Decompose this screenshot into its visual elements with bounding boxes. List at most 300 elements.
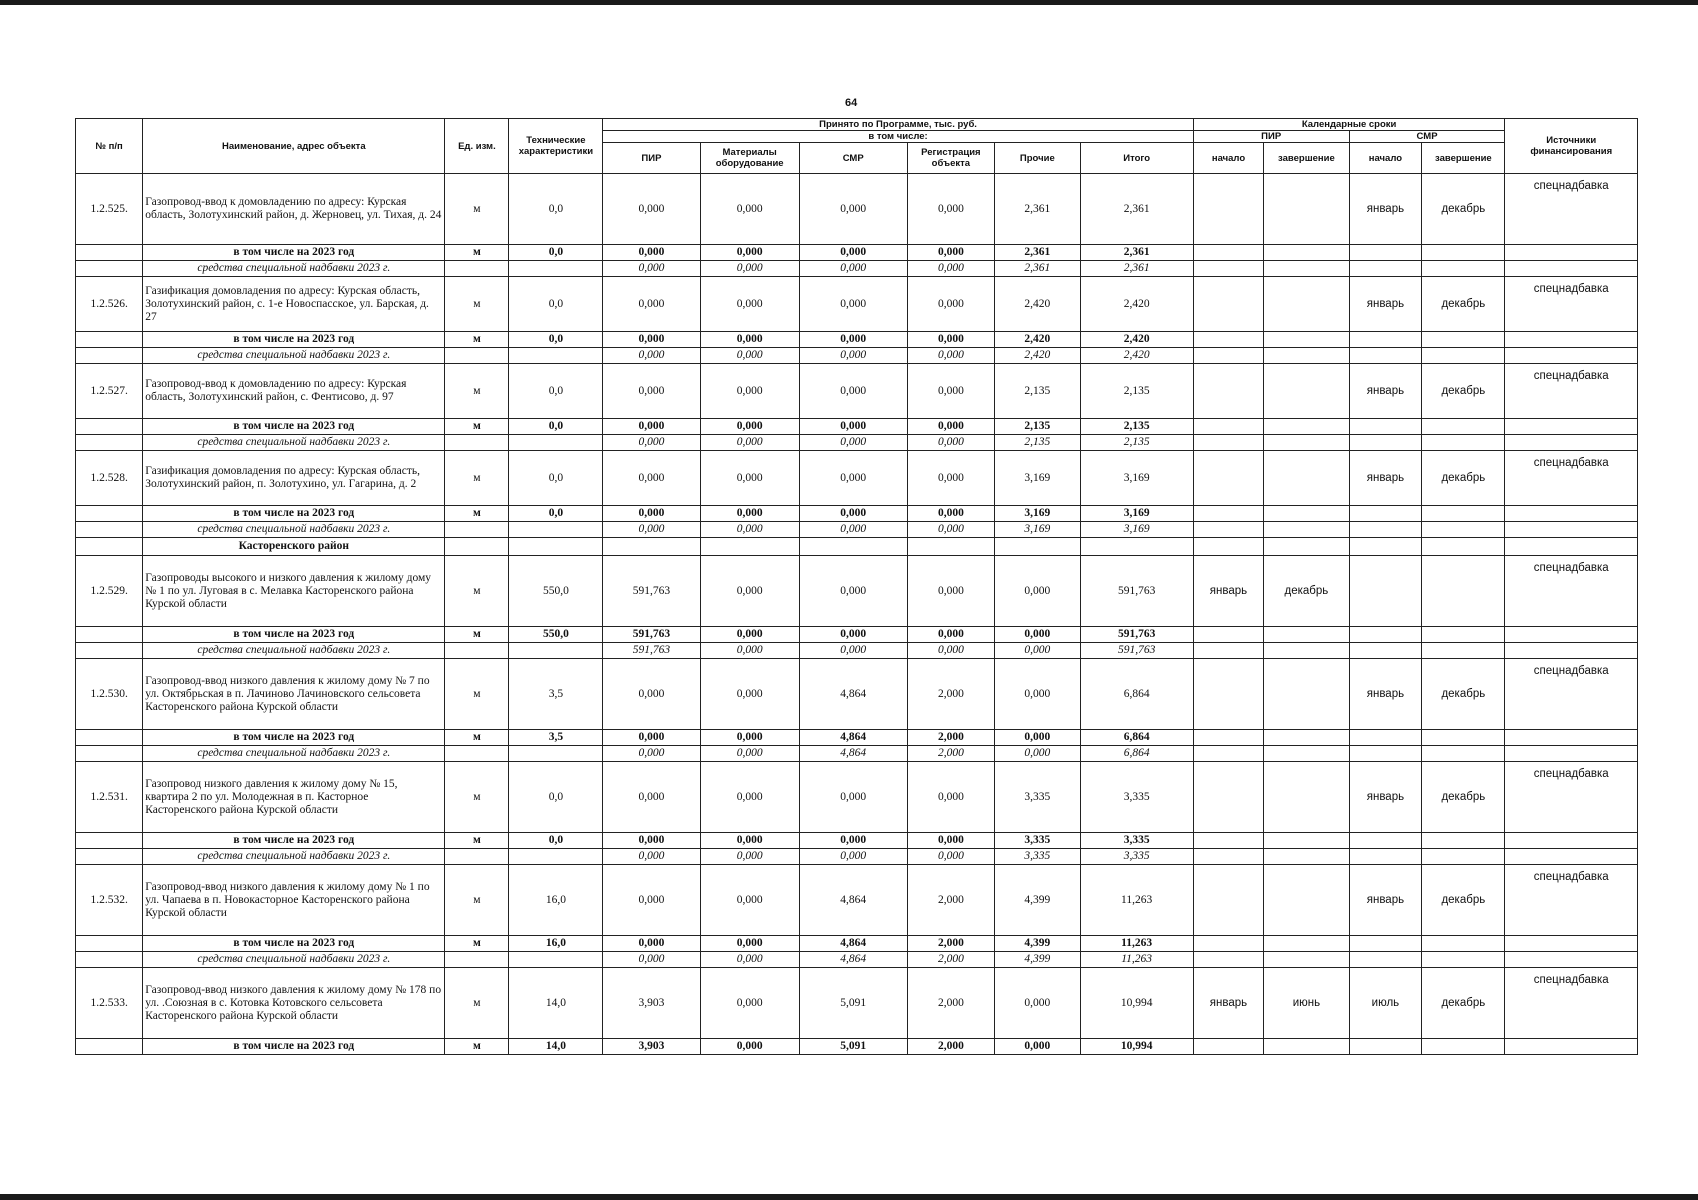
unit-cell (445, 746, 509, 762)
fund-row (76, 746, 1638, 762)
tech-cell (509, 746, 603, 762)
empty-cell (1264, 506, 1349, 522)
fund-label: средства специальной надбавки 2023 г. (143, 746, 445, 762)
pir-cell: 0,000 (603, 364, 700, 419)
pir-cell: 0,000 (603, 348, 700, 364)
tech-cell: 14,0 (509, 1039, 603, 1055)
registration-cell: 2,000 (907, 746, 995, 762)
empty-cell (76, 833, 143, 849)
registration-cell: 0,000 (907, 364, 995, 419)
smr-cell: 4,864 (799, 865, 907, 936)
funding-source-cell: спецнадбавка (1505, 659, 1638, 730)
unit-cell: м (445, 968, 509, 1039)
pir-cell: 0,000 (603, 245, 700, 261)
smr-cell: 0,000 (799, 332, 907, 348)
smr-cell: 0,000 (799, 419, 907, 435)
empty-cell (1349, 936, 1422, 952)
row-number: 1.2.530. (76, 659, 143, 730)
materials-cell: 0,000 (700, 952, 799, 968)
year-total-label: в том числе на 2023 год (143, 833, 445, 849)
empty-cell (1422, 627, 1505, 643)
smr-cell: 0,000 (799, 762, 907, 833)
smr-cell: 0,000 (799, 643, 907, 659)
tech-cell (509, 952, 603, 968)
total-cell: 2,420 (1080, 332, 1193, 348)
unit-cell: м (445, 245, 509, 261)
materials-cell: 0,000 (700, 435, 799, 451)
header-pir-end: завершение (1264, 143, 1349, 174)
empty-cell (1422, 1039, 1505, 1055)
smr-cell: 0,000 (799, 451, 907, 506)
empty-cell (1505, 245, 1638, 261)
smr-end-cell: декабрь (1422, 277, 1505, 332)
pir-cell: 0,000 (603, 849, 700, 865)
empty-cell (1422, 746, 1505, 762)
unit-cell: м (445, 451, 509, 506)
empty-cell (1422, 506, 1505, 522)
empty-cell (76, 348, 143, 364)
empty-cell (1264, 522, 1349, 538)
empty-cell (1193, 522, 1263, 538)
empty-cell (1505, 936, 1638, 952)
year-total-row (76, 332, 1638, 348)
empty-cell (1505, 952, 1638, 968)
row-number: 1.2.525. (76, 174, 143, 245)
page-number: 64 (845, 97, 858, 109)
empty-cell (1349, 245, 1422, 261)
registration-cell: 0,000 (907, 348, 995, 364)
smr-start-cell: январь (1349, 364, 1422, 419)
year-total-label: в том числе на 2023 год (143, 506, 445, 522)
total-cell: 10,994 (1080, 968, 1193, 1039)
smr-start-cell: январь (1349, 277, 1422, 332)
materials-cell: 0,000 (700, 522, 799, 538)
tech-cell (509, 435, 603, 451)
tech-cell: 0,0 (509, 833, 603, 849)
empty-cell (1349, 627, 1422, 643)
header-materials: Материалы оборудование (700, 143, 799, 174)
year-total-row (76, 1039, 1638, 1055)
materials-cell: 0,000 (700, 936, 799, 952)
year-total-row (76, 506, 1638, 522)
row-number: 1.2.531. (76, 762, 143, 833)
other-cell: 3,335 (995, 833, 1080, 849)
empty-cell (1422, 261, 1505, 277)
object-row (76, 277, 1638, 332)
pir-cell: 0,000 (603, 419, 700, 435)
smr-cell: 0,000 (799, 522, 907, 538)
row-number: 1.2.533. (76, 968, 143, 1039)
empty-cell (76, 332, 143, 348)
empty-cell (1349, 522, 1422, 538)
total-cell: 2,361 (1080, 261, 1193, 277)
registration-cell: 0,000 (907, 762, 995, 833)
total-cell: 3,169 (1080, 522, 1193, 538)
table-body (76, 174, 1638, 1055)
empty-cell (1349, 419, 1422, 435)
pir-cell: 0,000 (603, 952, 700, 968)
other-cell: 2,135 (995, 419, 1080, 435)
smr-start-cell: январь (1349, 174, 1422, 245)
header-accepted: Принято по Программе, тыс. руб. (603, 119, 1193, 131)
empty-cell (76, 1039, 143, 1055)
other-cell: 2,135 (995, 364, 1080, 419)
empty-cell (1422, 332, 1505, 348)
smr-end-cell: декабрь (1422, 451, 1505, 506)
tech-cell: 0,0 (509, 419, 603, 435)
registration-cell: 0,000 (907, 643, 995, 659)
other-cell: 2,361 (995, 261, 1080, 277)
other-cell: 2,420 (995, 277, 1080, 332)
other-cell: 2,361 (995, 245, 1080, 261)
empty-cell (1264, 833, 1349, 849)
funding-source-cell: спецнадбавка (1505, 277, 1638, 332)
smr-end-cell: декабрь (1422, 174, 1505, 245)
smr-cell: 0,000 (799, 348, 907, 364)
header-smr: СМР (799, 143, 907, 174)
header-total: Итого (1080, 143, 1193, 174)
smr-end-cell: декабрь (1422, 968, 1505, 1039)
object-row (76, 451, 1638, 506)
empty-cell (76, 419, 143, 435)
fund-row (76, 952, 1638, 968)
empty-cell (1505, 348, 1638, 364)
funding-source-cell: спецнадбавка (1505, 174, 1638, 245)
empty-cell (76, 522, 143, 538)
other-cell: 0,000 (995, 643, 1080, 659)
header-cal-pir: ПИР (1193, 131, 1349, 143)
empty-cell (1349, 506, 1422, 522)
year-total-label: в том числе на 2023 год (143, 1039, 445, 1055)
materials-cell: 0,000 (700, 332, 799, 348)
registration-cell: 2,000 (907, 659, 995, 730)
empty-cell (1193, 419, 1263, 435)
empty-cell (700, 538, 799, 556)
smr-start-cell (1349, 556, 1422, 627)
unit-cell: м (445, 762, 509, 833)
empty-cell (1505, 522, 1638, 538)
pir-cell: 0,000 (603, 435, 700, 451)
materials-cell: 0,000 (700, 833, 799, 849)
tech-cell (509, 643, 603, 659)
materials-cell: 0,000 (700, 730, 799, 746)
materials-cell: 0,000 (700, 643, 799, 659)
empty-cell (1349, 643, 1422, 659)
total-cell: 11,263 (1080, 936, 1193, 952)
pir-cell: 0,000 (603, 746, 700, 762)
pir-cell: 0,000 (603, 659, 700, 730)
object-row (76, 556, 1638, 627)
pir-cell: 0,000 (603, 174, 700, 245)
empty-cell (1422, 419, 1505, 435)
total-cell: 11,263 (1080, 952, 1193, 968)
empty-cell (1264, 1039, 1349, 1055)
object-name: Газификация домовладения по адресу: Курская область, Золотухинский район, п. Золотухино, ул. Гагарина, д. 2 (143, 451, 445, 506)
pir-cell: 0,000 (603, 833, 700, 849)
other-cell: 0,000 (995, 730, 1080, 746)
object-row (76, 364, 1638, 419)
smr-end-cell: декабрь (1422, 364, 1505, 419)
materials-cell: 0,000 (700, 277, 799, 332)
other-cell: 3,335 (995, 762, 1080, 833)
tech-cell: 3,5 (509, 659, 603, 730)
tech-cell: 16,0 (509, 936, 603, 952)
empty-cell (1349, 833, 1422, 849)
empty-cell (1349, 730, 1422, 746)
empty-cell (1422, 538, 1505, 556)
pir-cell: 0,000 (603, 332, 700, 348)
registration-cell: 2,000 (907, 936, 995, 952)
total-cell: 3,169 (1080, 451, 1193, 506)
tech-cell: 0,0 (509, 174, 603, 245)
year-total-label: в том числе на 2023 год (143, 730, 445, 746)
empty-cell (1193, 833, 1263, 849)
pir-start-cell: январь (1193, 556, 1263, 627)
materials-cell: 0,000 (700, 849, 799, 865)
total-cell: 3,335 (1080, 762, 1193, 833)
pir-cell: 0,000 (603, 730, 700, 746)
registration-cell: 0,000 (907, 261, 995, 277)
empty-cell (1349, 746, 1422, 762)
scan-top-edge (0, 0, 1698, 5)
year-total-label: в том числе на 2023 год (143, 419, 445, 435)
empty-cell (76, 952, 143, 968)
unit-cell (445, 348, 509, 364)
pir-end-cell (1264, 659, 1349, 730)
registration-cell: 0,000 (907, 174, 995, 245)
empty-cell (1422, 952, 1505, 968)
registration-cell: 0,000 (907, 556, 995, 627)
registration-cell: 2,000 (907, 730, 995, 746)
unit-cell: м (445, 364, 509, 419)
unit-cell: м (445, 730, 509, 746)
smr-cell: 4,864 (799, 746, 907, 762)
empty-cell (1422, 245, 1505, 261)
empty-cell (1264, 332, 1349, 348)
total-cell: 591,763 (1080, 556, 1193, 627)
fund-label: средства специальной надбавки 2023 г. (143, 435, 445, 451)
smr-start-cell: июль (1349, 968, 1422, 1039)
other-cell: 2,135 (995, 435, 1080, 451)
unit-cell (445, 261, 509, 277)
registration-cell: 0,000 (907, 419, 995, 435)
tech-cell: 550,0 (509, 627, 603, 643)
empty-cell (76, 936, 143, 952)
empty-cell (1505, 1039, 1638, 1055)
empty-cell (1193, 348, 1263, 364)
fund-label: средства специальной надбавки 2023 г. (143, 522, 445, 538)
empty-cell (445, 538, 509, 556)
other-cell: 3,169 (995, 506, 1080, 522)
pir-end-cell (1264, 865, 1349, 936)
registration-cell: 2,000 (907, 1039, 995, 1055)
materials-cell: 0,000 (700, 174, 799, 245)
smr-start-cell: январь (1349, 865, 1422, 936)
materials-cell: 0,000 (700, 1039, 799, 1055)
empty-cell (1193, 245, 1263, 261)
header-num: № п/п (76, 119, 143, 174)
tech-cell (509, 261, 603, 277)
total-cell: 591,763 (1080, 627, 1193, 643)
smr-start-cell: январь (1349, 762, 1422, 833)
year-total-label: в том числе на 2023 год (143, 627, 445, 643)
pir-cell: 0,000 (603, 865, 700, 936)
unit-cell: м (445, 936, 509, 952)
materials-cell: 0,000 (700, 451, 799, 506)
smr-cell: 5,091 (799, 968, 907, 1039)
total-cell: 2,135 (1080, 435, 1193, 451)
object-name: Газопровод-ввод низкого давления к жилому дому № 178 по ул. .Союзная в с. Котовка Котовского сельсовета Касторенского района Курской области (143, 968, 445, 1039)
smr-cell: 0,000 (799, 849, 907, 865)
funding-source-cell: спецнадбавка (1505, 865, 1638, 936)
empty-cell (1264, 936, 1349, 952)
header-smr-end: завершение (1422, 143, 1505, 174)
unit-cell: м (445, 174, 509, 245)
unit-cell: м (445, 419, 509, 435)
empty-cell (1505, 261, 1638, 277)
total-cell: 2,361 (1080, 245, 1193, 261)
total-cell: 2,135 (1080, 419, 1193, 435)
total-cell: 2,420 (1080, 348, 1193, 364)
object-name: Газификация домовладения по адресу: Курская область, Золотухинский район, с. 1-е Новоспасское, ул. Барская, д. 27 (143, 277, 445, 332)
empty-cell (76, 627, 143, 643)
empty-cell (1422, 849, 1505, 865)
empty-cell (1505, 506, 1638, 522)
tech-cell: 0,0 (509, 506, 603, 522)
smr-cell: 4,864 (799, 952, 907, 968)
pir-start-cell (1193, 451, 1263, 506)
empty-cell (1193, 332, 1263, 348)
other-cell: 0,000 (995, 659, 1080, 730)
materials-cell: 0,000 (700, 261, 799, 277)
fund-label: средства специальной надбавки 2023 г. (143, 348, 445, 364)
object-row (76, 968, 1638, 1039)
registration-cell: 0,000 (907, 277, 995, 332)
empty-cell (1193, 435, 1263, 451)
materials-cell: 0,000 (700, 245, 799, 261)
pir-cell: 0,000 (603, 261, 700, 277)
pir-cell: 0,000 (603, 277, 700, 332)
total-cell: 11,263 (1080, 865, 1193, 936)
materials-cell: 0,000 (700, 364, 799, 419)
empty-cell (1349, 849, 1422, 865)
empty-cell (1193, 643, 1263, 659)
funding-source-cell: спецнадбавка (1505, 364, 1638, 419)
registration-cell: 0,000 (907, 332, 995, 348)
materials-cell: 0,000 (700, 627, 799, 643)
pir-start-cell (1193, 364, 1263, 419)
header-unit: Ед. изм. (445, 119, 509, 174)
object-name: Газопровод-ввод низкого давления к жилому дому № 1 по ул. Чапаева в п. Новокасторное Касторенского района Курской области (143, 865, 445, 936)
smr-cell: 4,864 (799, 936, 907, 952)
materials-cell: 0,000 (700, 506, 799, 522)
pir-cell: 0,000 (603, 762, 700, 833)
year-total-row (76, 245, 1638, 261)
tech-cell: 16,0 (509, 865, 603, 936)
smr-cell: 0,000 (799, 174, 907, 245)
pir-cell: 0,000 (603, 936, 700, 952)
smr-end-cell: декабрь (1422, 659, 1505, 730)
fund-row (76, 643, 1638, 659)
smr-cell: 0,000 (799, 245, 907, 261)
materials-cell: 0,000 (700, 865, 799, 936)
unit-cell: м (445, 1039, 509, 1055)
unit-cell (445, 952, 509, 968)
year-total-row (76, 627, 1638, 643)
empty-cell (76, 435, 143, 451)
empty-cell (1349, 332, 1422, 348)
empty-cell (1505, 627, 1638, 643)
materials-cell: 0,000 (700, 659, 799, 730)
smr-cell: 5,091 (799, 1039, 907, 1055)
pir-cell: 3,903 (603, 1039, 700, 1055)
empty-cell (1264, 643, 1349, 659)
empty-cell (1349, 348, 1422, 364)
empty-cell (76, 730, 143, 746)
row-number: 1.2.532. (76, 865, 143, 936)
other-cell: 2,361 (995, 174, 1080, 245)
tech-cell: 14,0 (509, 968, 603, 1039)
other-cell: 4,399 (995, 936, 1080, 952)
year-total-label: в том числе на 2023 год (143, 245, 445, 261)
header-pir: ПИР (603, 143, 700, 174)
empty-cell (1505, 419, 1638, 435)
smr-cell: 0,000 (799, 506, 907, 522)
pir-cell: 0,000 (603, 451, 700, 506)
empty-cell (1422, 348, 1505, 364)
unit-cell: м (445, 556, 509, 627)
funding-source-cell: спецнадбавка (1505, 968, 1638, 1039)
pir-end-cell (1264, 174, 1349, 245)
empty-cell (76, 849, 143, 865)
empty-cell (1505, 435, 1638, 451)
empty-cell (1422, 435, 1505, 451)
empty-cell (1193, 1039, 1263, 1055)
other-cell: 0,000 (995, 1039, 1080, 1055)
empty-cell (1264, 730, 1349, 746)
empty-cell (1422, 730, 1505, 746)
header-registration: Регистрация объекта (907, 143, 995, 174)
total-cell: 2,420 (1080, 277, 1193, 332)
year-total-row (76, 936, 1638, 952)
tech-cell: 0,0 (509, 332, 603, 348)
header-smr-start: начало (1349, 143, 1422, 174)
registration-cell: 2,000 (907, 968, 995, 1039)
section-row (76, 538, 1638, 556)
other-cell: 4,399 (995, 865, 1080, 936)
pir-end-cell (1264, 762, 1349, 833)
year-total-row (76, 419, 1638, 435)
total-cell: 10,994 (1080, 1039, 1193, 1055)
empty-cell (1505, 849, 1638, 865)
empty-cell (907, 538, 995, 556)
smr-cell: 0,000 (799, 277, 907, 332)
smr-cell: 4,864 (799, 730, 907, 746)
header-calendar: Календарные сроки (1193, 119, 1505, 131)
empty-cell (1193, 952, 1263, 968)
total-cell: 6,864 (1080, 730, 1193, 746)
other-cell: 0,000 (995, 556, 1080, 627)
tech-cell: 0,0 (509, 364, 603, 419)
smr-cell: 0,000 (799, 627, 907, 643)
funding-source-cell: спецнадбавка (1505, 451, 1638, 506)
funding-source-cell: спецнадбавка (1505, 556, 1638, 627)
materials-cell: 0,000 (700, 762, 799, 833)
other-cell: 3,169 (995, 451, 1080, 506)
empty-cell (76, 643, 143, 659)
empty-cell (1422, 643, 1505, 659)
object-row (76, 659, 1638, 730)
